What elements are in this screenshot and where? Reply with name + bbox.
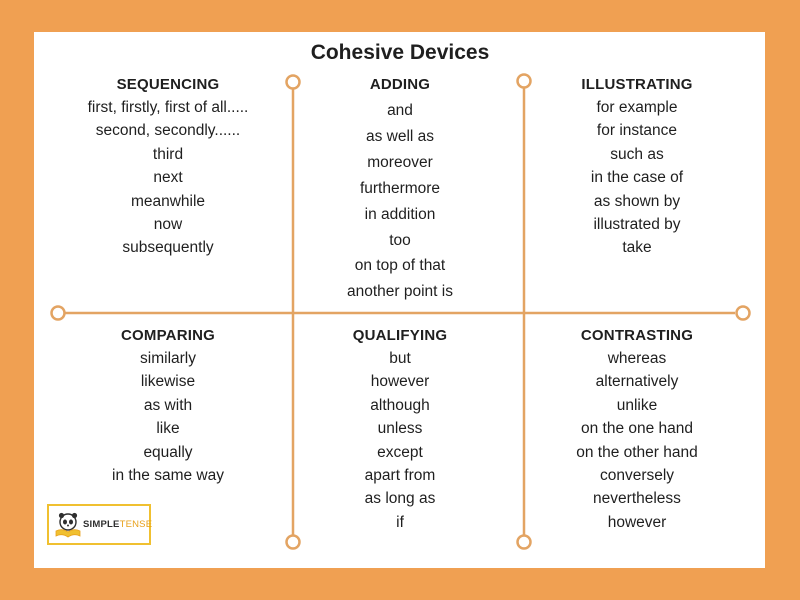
device-item: apart from [364,467,436,485]
device-list [527,96,747,260]
device-item: second, secondly...... [95,122,241,140]
device-item: except [377,443,423,461]
device-list [290,347,510,534]
device-item: however [370,373,430,391]
section-adding [290,73,510,305]
device-item: in the case of [590,169,684,187]
device-item: as well as [365,127,435,145]
device-item: too [389,231,411,249]
divider-node [52,307,65,320]
device-item: on the other hand [576,443,698,461]
section-comparing [58,324,278,487]
section-qualifying [290,324,510,534]
device-item: furthermore [359,179,441,197]
device-list [290,98,510,305]
section-illustrating [527,73,747,260]
device-item: first, firstly, first of all..... [87,99,249,116]
device-item: next [153,169,183,187]
device-item: moreover [367,153,433,171]
device-item: illustrated by [593,216,681,234]
device-item: in the same way [112,467,224,485]
device-item: likewise [140,373,196,391]
section-heading: ADDING [369,76,431,93]
device-item: alternatively [595,373,679,391]
device-item: on top of that [354,257,446,275]
device-item: although [370,396,430,414]
divider-node [737,307,750,320]
device-item: another point is [347,283,453,301]
device-item: unless [377,420,423,438]
device-item: meanwhile [130,192,206,210]
section-heading: CONTRASTING [580,327,694,344]
device-item: equally [143,443,193,461]
device-item: nevertheless [593,490,681,508]
device-item: if [396,513,404,531]
device-item: take [622,239,652,257]
panda-book-icon [55,511,81,539]
logo-wordmark [83,519,152,530]
device-item: however [607,513,667,531]
device-item: but [389,350,411,367]
device-item: such as [610,145,664,163]
device-item: whereas [607,350,667,367]
device-item: on the one hand [580,420,694,438]
section-contrasting [527,324,747,534]
device-item: as shown by [593,192,681,210]
divider-node [518,536,531,549]
logo-word-simple: SIMPLE [83,519,120,530]
device-item: like [156,420,180,438]
device-list [527,347,747,534]
section-sequencing [58,73,278,260]
device-item: as with [143,396,193,414]
device-item: similarly [140,350,196,367]
page-title: Cohesive Devices [310,41,490,64]
device-item: for example [596,99,678,116]
device-item: and [387,102,413,119]
divider-node [287,536,300,549]
section-heading: ILLUSTRATING [581,76,693,93]
device-list [58,347,278,487]
device-item: for instance [596,122,678,140]
logo-word-tense: TENSE [119,519,153,530]
section-heading: QUALIFYING [352,327,448,344]
device-list [58,96,278,260]
device-item: in addition [364,205,436,223]
device-item: subsequently [122,239,214,257]
simpletense-logo [47,504,151,545]
device-item: conversely [599,467,675,485]
section-heading: COMPARING [120,327,216,344]
device-item: unlike [616,396,658,414]
device-item: now [153,216,183,234]
device-item: third [152,145,184,163]
device-item: as long as [364,490,436,508]
section-heading: SEQUENCING [116,76,220,93]
